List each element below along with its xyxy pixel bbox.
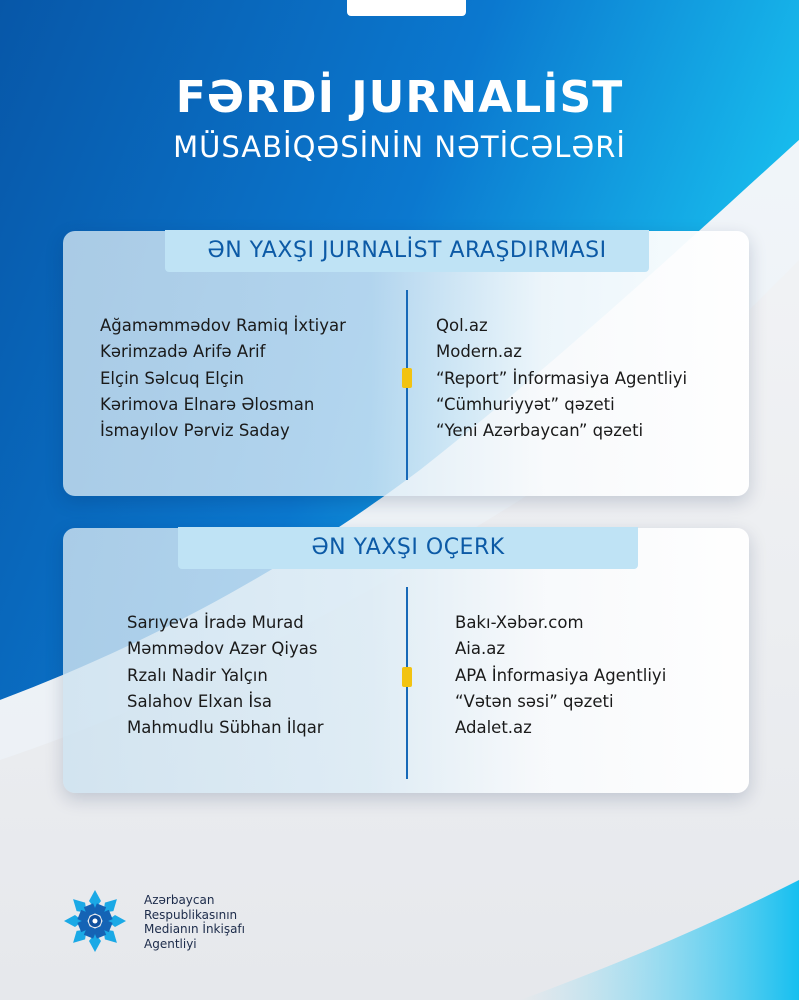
winner-name: Mahmudlu Sübhan İlqar	[127, 718, 324, 738]
winner-name: İsmayılov Pərviz Saday	[100, 421, 290, 441]
winner-name: Sarıyeva İradə Murad	[127, 613, 304, 632]
outlet-name: Qol.az	[436, 316, 488, 335]
agency-name-line: Azərbaycan	[144, 893, 215, 907]
outlet-name: “Report” İnformasiya Agentliyi	[436, 368, 688, 388]
outlet-name: “Yeni Azərbaycan” qəzeti	[436, 421, 644, 441]
outlet-name: “Cümhuriyyət” qəzeti	[436, 394, 615, 414]
section-label: ƏN YAXŞI OÇERK	[178, 527, 638, 569]
winner-name: Kərimzadə Arifə Arif	[100, 342, 266, 362]
media-development-agency-logo-icon	[62, 888, 128, 954]
outlet-name: Adalet.az	[455, 718, 532, 738]
divider-marker	[402, 368, 412, 388]
winner-names-list	[100, 313, 346, 444]
page-subtitle: MÜSABİQƏSİNİN NƏTİCƏLƏRİ	[173, 130, 626, 164]
results-card-investigation	[63, 231, 749, 496]
winner-name: Məmmədov Azər Qiyas	[127, 639, 318, 659]
winner-name: Elçin Səlcuq Elçin	[100, 368, 244, 388]
section-label: ƏN YAXŞI JURNALİST ARAŞDIRMASI	[165, 230, 649, 272]
winner-name: Ağaməmmədov Ramiq İxtiyar	[100, 316, 346, 335]
winner-name: Kərimova Elnarə Əlosman	[100, 394, 315, 414]
winner-names-list	[127, 610, 324, 741]
agency-name	[144, 893, 245, 951]
agency-name-line: Agentliyi	[144, 936, 197, 951]
page-title: FƏRDİ JURNALİST	[175, 72, 624, 123]
agency-name-line: Medianın İnkişafı	[144, 922, 245, 936]
outlet-name: Modern.az	[436, 342, 522, 362]
winner-name: Salahov Elxan İsa	[127, 691, 273, 711]
results-card-essay	[63, 528, 749, 793]
divider-marker	[402, 667, 412, 687]
outlets-list	[455, 610, 666, 741]
outlets-list	[436, 313, 687, 444]
winner-name: Rzalı Nadir Yalçın	[127, 665, 268, 685]
outlet-name: “Vətən səsi” qəzeti	[455, 691, 614, 711]
top-tab	[347, 0, 466, 16]
outlet-name: APA İnformasiya Agentliyi	[455, 665, 667, 685]
outlet-name: Bakı-Xəbər.com	[455, 613, 584, 632]
agency-name-line: Respublikasının	[144, 907, 238, 922]
outlet-name: Aia.az	[455, 639, 505, 659]
header	[0, 72, 799, 166]
